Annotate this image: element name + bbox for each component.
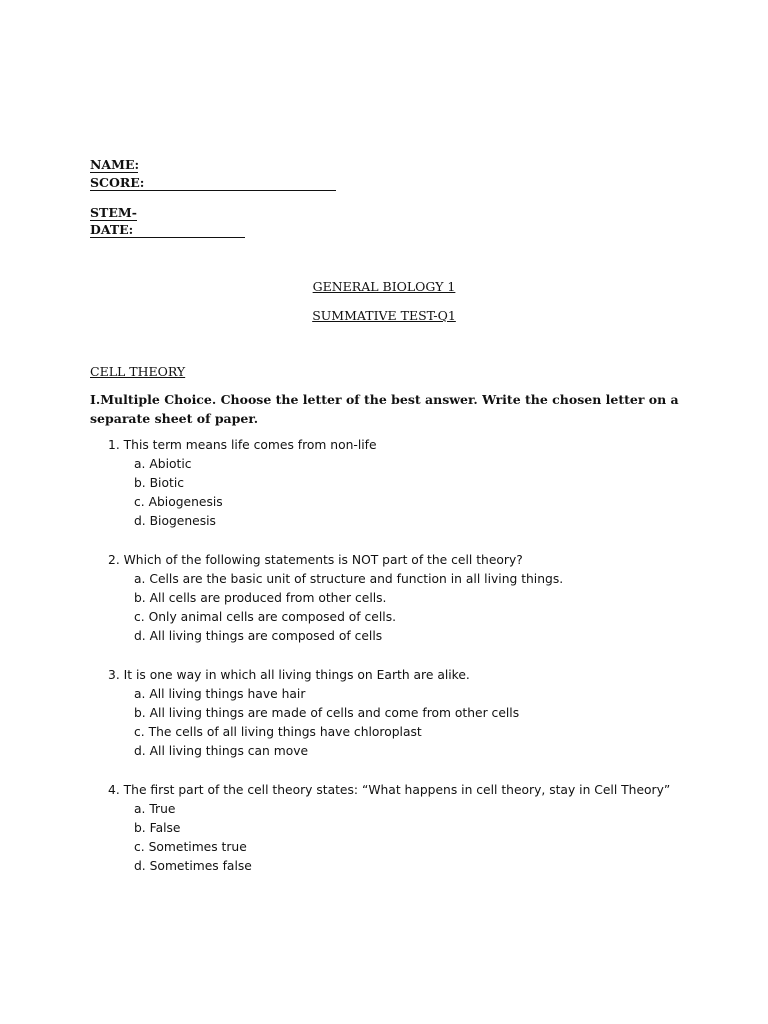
option-d: d. All living things can move <box>134 744 309 758</box>
section-title: CELL THEORY <box>90 364 186 379</box>
name-label: NAME: <box>90 157 140 172</box>
question-text: 1. This term means life comes from non-life <box>108 438 377 452</box>
name-underline <box>90 172 138 173</box>
option-d: d. Biogenesis <box>134 514 216 528</box>
question-2 <box>108 551 684 646</box>
date-blank-line <box>90 237 245 238</box>
option-d: d. All living things are composed of cells <box>134 629 383 643</box>
option-a: a. True <box>134 802 176 816</box>
option-c: c. Abiogenesis <box>134 495 223 509</box>
question-text: 3. It is one way in which all living things on Earth are alike. <box>108 668 470 682</box>
test-title: SUMMATIVE TEST-Q1 <box>312 308 456 323</box>
score-blank-line <box>90 190 336 191</box>
option-a: a. Cells are the basic unit of structure and function in all living things. <box>134 572 564 586</box>
question-1 <box>108 436 684 531</box>
question-3 <box>108 666 684 761</box>
option-b: b. Biotic <box>134 476 184 490</box>
option-c: c. The cells of all living things have chloroplast <box>134 725 422 739</box>
option-c: c. Only animal cells are composed of cells. <box>134 610 397 624</box>
option-d: d. Sometimes false <box>134 859 252 873</box>
question-text: 2. Which of the following statements is NOT part of the cell theory? <box>108 553 523 567</box>
stem-label: STEM- <box>90 205 137 220</box>
subject-title: GENERAL BIOLOGY 1 <box>312 279 456 294</box>
option-a: a. Abiotic <box>134 457 192 471</box>
stem-underline <box>90 220 137 221</box>
option-b: b. All cells are produced from other cells. <box>134 591 387 605</box>
option-b: b. False <box>134 821 181 835</box>
option-a: a. All living things have hair <box>134 687 306 701</box>
instructions: I.Multiple Choice. Choose the letter of the best answer. Write the chosen letter on a separate sheet of paper. <box>90 392 679 426</box>
option-c: c. Sometimes true <box>134 840 247 854</box>
date-label: DATE: <box>90 222 134 237</box>
question-4 <box>108 781 684 876</box>
question-text: 4. The first part of the cell theory states: “What happens in cell theory, stay in Cell Theory” <box>108 783 671 797</box>
option-b: b. All living things are made of cells and come from other cells <box>134 706 520 720</box>
score-label: SCORE: <box>90 175 145 190</box>
